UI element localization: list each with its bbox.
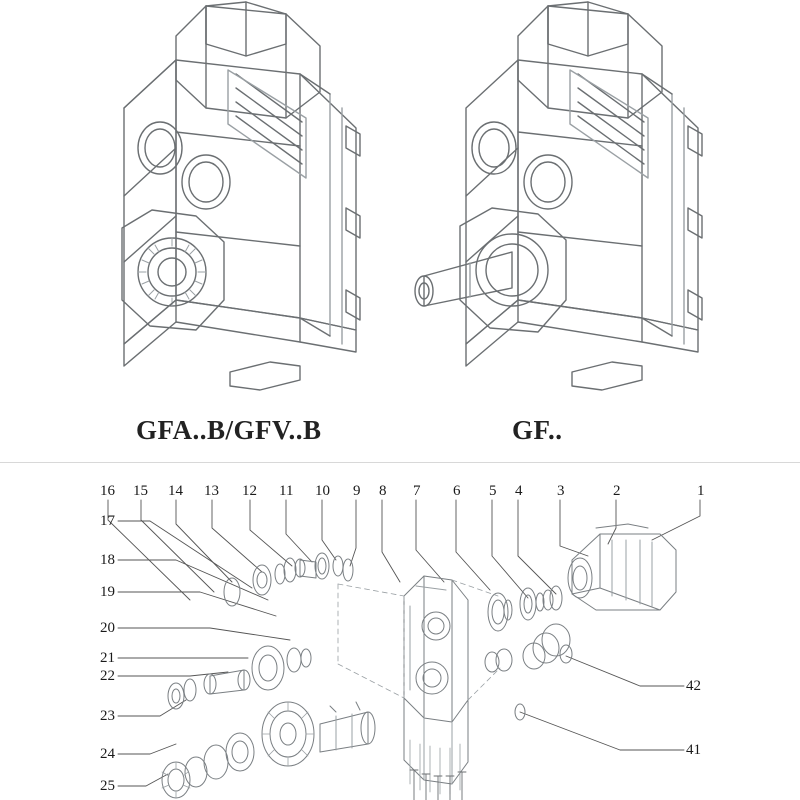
- callout-17: 17: [100, 513, 115, 529]
- part-gear-large: [162, 702, 375, 798]
- figure-left-caption: GFA..B/GFV..B: [136, 415, 322, 445]
- callout-21: 21: [100, 650, 115, 666]
- callout-4: 4: [515, 483, 523, 499]
- leader-lines-right: [520, 656, 684, 750]
- callout-12: 12: [242, 483, 257, 499]
- callout-6: 6: [453, 483, 461, 499]
- callout-11: 11: [279, 483, 294, 499]
- leader-lines-top: [108, 500, 700, 600]
- callout-10: 10: [315, 483, 330, 499]
- callout-5: 5: [489, 483, 497, 499]
- construction-lines: [338, 580, 500, 700]
- callout-25: 25: [100, 778, 115, 794]
- callout-8: 8: [379, 483, 387, 499]
- callout-19: 19: [100, 584, 115, 600]
- callout-15: 15: [133, 483, 148, 499]
- part-shaft-middle: [168, 646, 311, 709]
- callout-42: 42: [686, 678, 701, 694]
- callout-41: 41: [686, 742, 701, 758]
- part-rings-row-b: [515, 645, 572, 720]
- callout-24: 24: [100, 746, 115, 762]
- part-housing: [404, 576, 468, 794]
- callout-16: 16: [100, 483, 115, 499]
- figure-right-caption: GF..: [512, 415, 563, 445]
- part-shaft-upper: [224, 553, 353, 606]
- callout-9: 9: [353, 483, 361, 499]
- part-rings-row-a: [485, 586, 570, 672]
- callout-18: 18: [100, 552, 115, 568]
- callout-20: 20: [100, 620, 115, 636]
- callout-3: 3: [557, 483, 565, 499]
- callout-14: 14: [168, 483, 183, 499]
- callout-13: 13: [204, 483, 219, 499]
- callout-22: 22: [100, 668, 115, 684]
- callout-2: 2: [613, 483, 621, 499]
- callout-7: 7: [413, 483, 421, 499]
- callout-1: 1: [697, 483, 705, 499]
- callout-23: 23: [100, 708, 115, 724]
- part-motor-block: [568, 524, 676, 610]
